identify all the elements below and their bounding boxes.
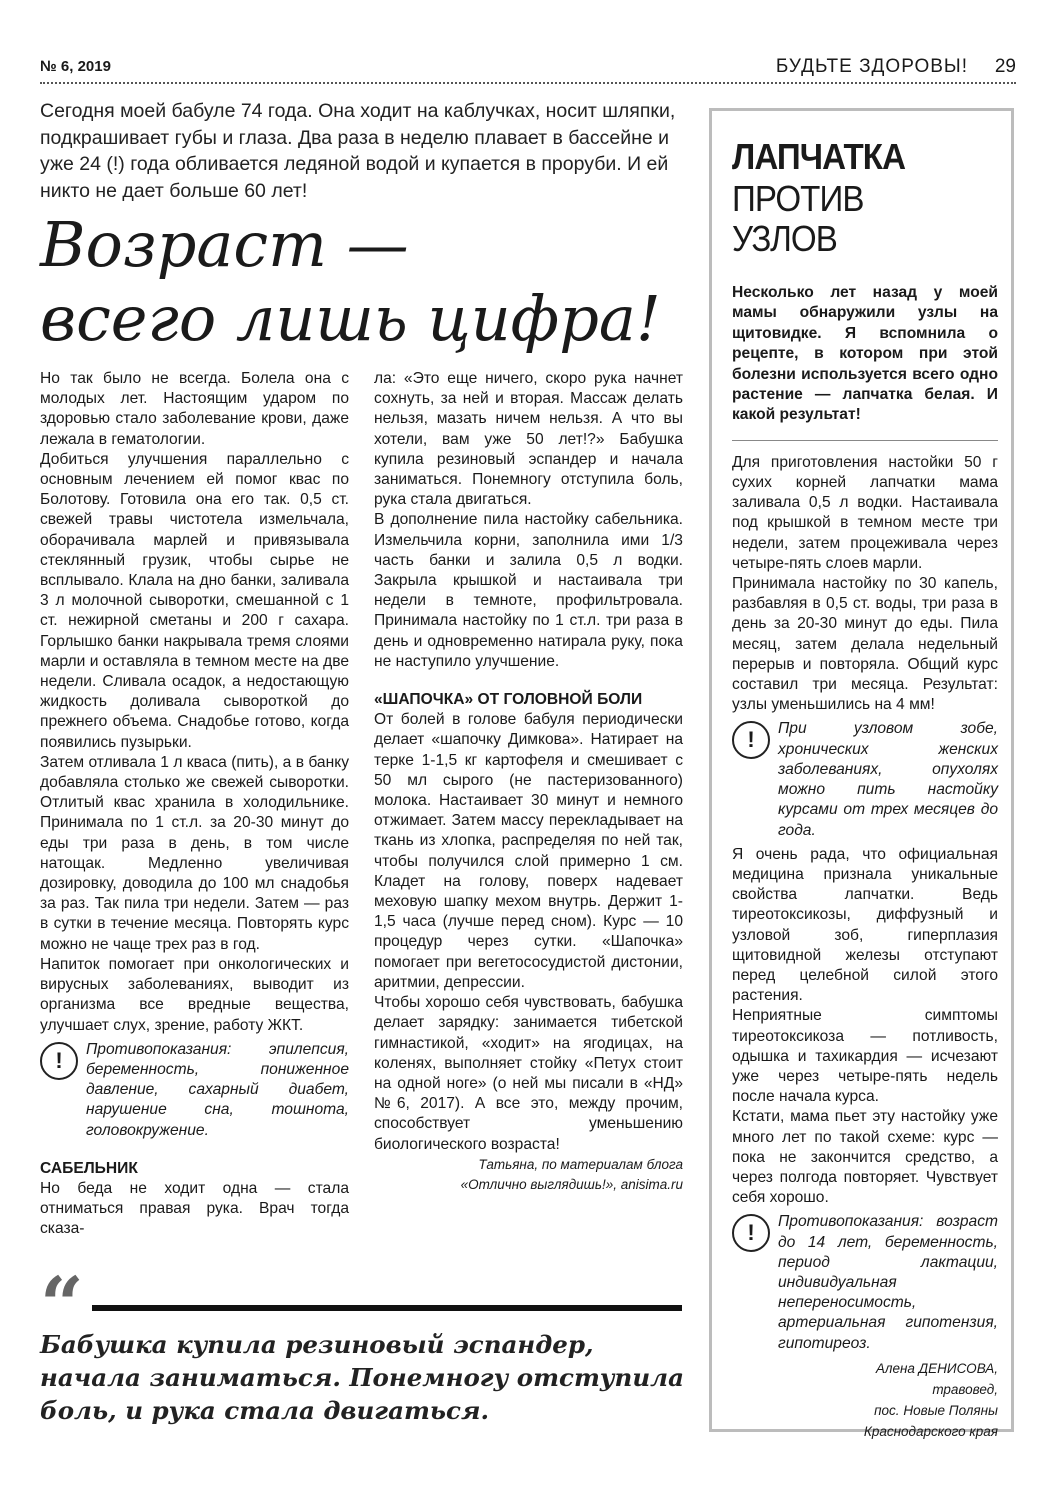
author-signature: [374, 1155, 683, 1195]
paragraph: Но так было не всегда. Болела она с молодых лет. Настоящим ударом по здоровью стало заболевание крови, даже лежала в гематологии.: [40, 370, 349, 448]
paragraph: Кстати, мама пьет эту настойку уже много лет по такой схеме: курс — пока не закончится средство, а через полгода повторяет. Чувствует себя хорошо.: [732, 1108, 998, 1207]
note-text: Противопоказания: эпилепсия, беременность, пониженное давление, сахарный диабет, нарушение сна, тошнота, головокружение.: [86, 1040, 349, 1139]
paragraph: Чтобы хорошо себя чувствовать, бабушка делает зарядку: занимается тибетской гимнастикой, «ходит» на ягодицах, на коленях, выполняет стойку «Петух стоит на одной ноге» (о ней мы писали в «НД» №6, 2017). А все это, между прочим, способствует уменьшению биологического возраста!: [374, 994, 683, 1153]
paragraph: Добиться улучшения параллельно с основным лечением ей помог квас по Болотову. Готовила она его так. 0,5 ст. свежей травы чистотела измельчала, оборачивала марлей и привязывала стеклянный грузик, чтобы сырье не всплывало. Клала на дно банки, заливала 3 л молочной сыворотки, смешанной с 1 ст. нежирной сметаны и 200 г сахара. Горлышко банки накрывала тремя слоями марли и оставляла в темном месте на две недели. Сливала осадок, а недостающую жидкость доливала сывороткой до прежнего объема. Снадобье готово, когда появились пузырьки.: [40, 450, 349, 751]
sidebar-lead: Несколько лет назад у моей мамы обнаружили узлы на щитовидке. Я вспомнила о рецепте, в котором при этой болезни используется всего одно растение — лапчатка белая. И какой результат!: [732, 284, 998, 424]
pull-quote: Бабушка купила резиновый эспандер, начала заниматься. Понемногу отступила боль, и рука стала двигаться.: [40, 1330, 684, 1425]
title-line-2: всего лишь цифра!: [40, 282, 661, 355]
contraindications-note: [40, 1040, 349, 1141]
paragraph: Я очень рада, что официальная медицина признала уникальные свойства лапчатки. Ведь тиреотоксикозы, диффузный и узловой зоб, гиперплазия щитовидной железы отступают перед целебной силой этого растения.: [732, 845, 998, 1005]
warning-icon: !: [40, 1042, 78, 1080]
sidebar-box: [709, 108, 1014, 1439]
section-title: БУДЬТЕ ЗДОРОВЫ!: [775, 56, 968, 77]
paragraph: От болей в голове бабуля периодически делает «шапочку Димкова». Натирает на терке 1-1,5 кг картофеля и смешивает с 50 мл сырого (не пастеризованного) молока. Настаивает 30 минут и немного отжимает. Затем массу перекладывает на ткань из хлопка, распределяя по ней так, чтобы получился слой примерно 1 см. Кладет на голову, поверх надевает меховую шапку мехом внутрь. Держит 1-1,5 часа (лучше перед сном). Курс — 10 процедур через сутки. «Шапочка» помогает при вегетососудистой дистонии, аритмии, депрессии.: [374, 711, 683, 991]
subheading: САБЕЛЬНИК: [40, 1159, 138, 1177]
signature-line: пос. Новые Поляны: [874, 1402, 998, 1418]
note-text: При узловом зобе, хронических женских заболеваниях, опухолях можно пить настойку курсами от трех месяцев до года.: [778, 720, 998, 839]
title-line-1: Возраст —: [40, 208, 409, 281]
paragraph: ла: «Это еще ничего, скоро рука начнет сохнуть, за ней и вторая. Массаж делать нельзя, мазать ничем нельзя. А что вы хотели, вам уже 50 лет!?» Бабушка купила резиновый эспандер и начала заниматься. Понемногу отступила боль, рука стала двигаться.: [374, 370, 683, 509]
article-column-1: [40, 369, 349, 1240]
page-header: [40, 56, 1016, 84]
sidebar-title: ЛАПЧАТКА: [732, 136, 906, 177]
quote-divider: [92, 1305, 682, 1311]
divider: [732, 440, 998, 441]
paragraph: Напиток помогает при онкологических и вирусных заболеваниях, выводит из организма все вредные вещества, улучшает слух, зрение, работу ЖКТ.: [40, 955, 349, 1034]
paragraph: Для приготовления настойки 50 г сухих корней лапчатки мама заливала 0,5 л водки. Настаивала под крышкой в темном месте три недели, затем процеживала через четыре-пять слоев марли.: [732, 453, 998, 572]
paragraph: Неприятные симптомы тиреотоксикоза — потливость, одышка и тахикардия — исчезают уже через четыре-пять недель после начала курса.: [732, 1007, 998, 1106]
article-title: [40, 208, 661, 356]
signature-line: «Отлично выглядишь!», anisima.ru: [460, 1176, 683, 1192]
signature-line: Татьяна, по материалам блога: [478, 1156, 683, 1172]
author-signature: [732, 1358, 998, 1442]
signature-line: травовед,: [932, 1381, 998, 1397]
article-column-2: [374, 369, 683, 1195]
article-lead: Сегодня моей бабуле 74 года. Она ходит на каблучках, носит шляпки, подкрашивает губы и глаза. Два раза в неделю плавает в бассейне и уже 24 (!) года обливается ледяной водой и купается в проруби. И ей никто не дает больше 60 лет!: [40, 100, 676, 202]
paragraph: Затем отливала 1 л кваса (пить), а в банку добавляла столько же свежей сыворотки. Отлитый квас хранила в холодильнике. Принимала по 1 ст.л. за 20-30 минут до еды три раза в день, в том числе натощак. Медленно увеличивая дозировку, доводила до 100 мл снадобья за раз. Так пила три недели. Затем — раз в сутки в течение месяца. Повторять курс можно не чаще трех раз в год.: [40, 753, 349, 953]
note-text: Противопоказания: возраст до 14 лет, беременность, период лактации, индивидуальная непереносимость, артериальная гипотензия, гипотиреоз.: [778, 1213, 998, 1352]
page-number: 29: [994, 56, 1016, 77]
paragraph: В дополнение пила настойку сабельника. Измельчила корни, заполнила ими 1/3 часть банки и залила 0,5 л водки. Закрыла крышкой и настаивала три недели в темноте, профильтровала. Принимала настойку по 1 ст.л. три раза в день и одновременно натирала руку, пока не наступило улучшение.: [374, 511, 683, 670]
warning-icon: !: [732, 721, 770, 759]
warning-icon: !: [732, 1214, 770, 1252]
paragraph: Принимала настойку по 30 капель, разбавляя в 0,5 ст. воды, три раза в день за 20-30 минут до еды. Пила месяц, затем делала недельный перерыв и повторяла. Общий курс составил три месяца. Результат: узлы уменьшились на 4 мм!: [732, 575, 998, 714]
subheading: «ШАПОЧКА» ОТ ГОЛОВНОЙ БОЛИ: [374, 691, 643, 709]
sidebar-subtitle: ПРОТИВ УЗЛОВ: [732, 178, 864, 259]
contraindications-note: [732, 1212, 998, 1353]
signature-line: Краснодарского края: [863, 1423, 998, 1439]
quote-mark-icon: “: [40, 1260, 84, 1349]
paragraph: Но беда не ходит одна — стала отниматься правая рука. Врач тогда сказа-: [40, 1179, 349, 1238]
signature-line: Алена ДЕНИСОВА,: [875, 1360, 998, 1376]
issue-number: № 6, 2019: [40, 58, 111, 75]
sidebar-body: [732, 453, 998, 1442]
tip-note: [732, 719, 998, 840]
